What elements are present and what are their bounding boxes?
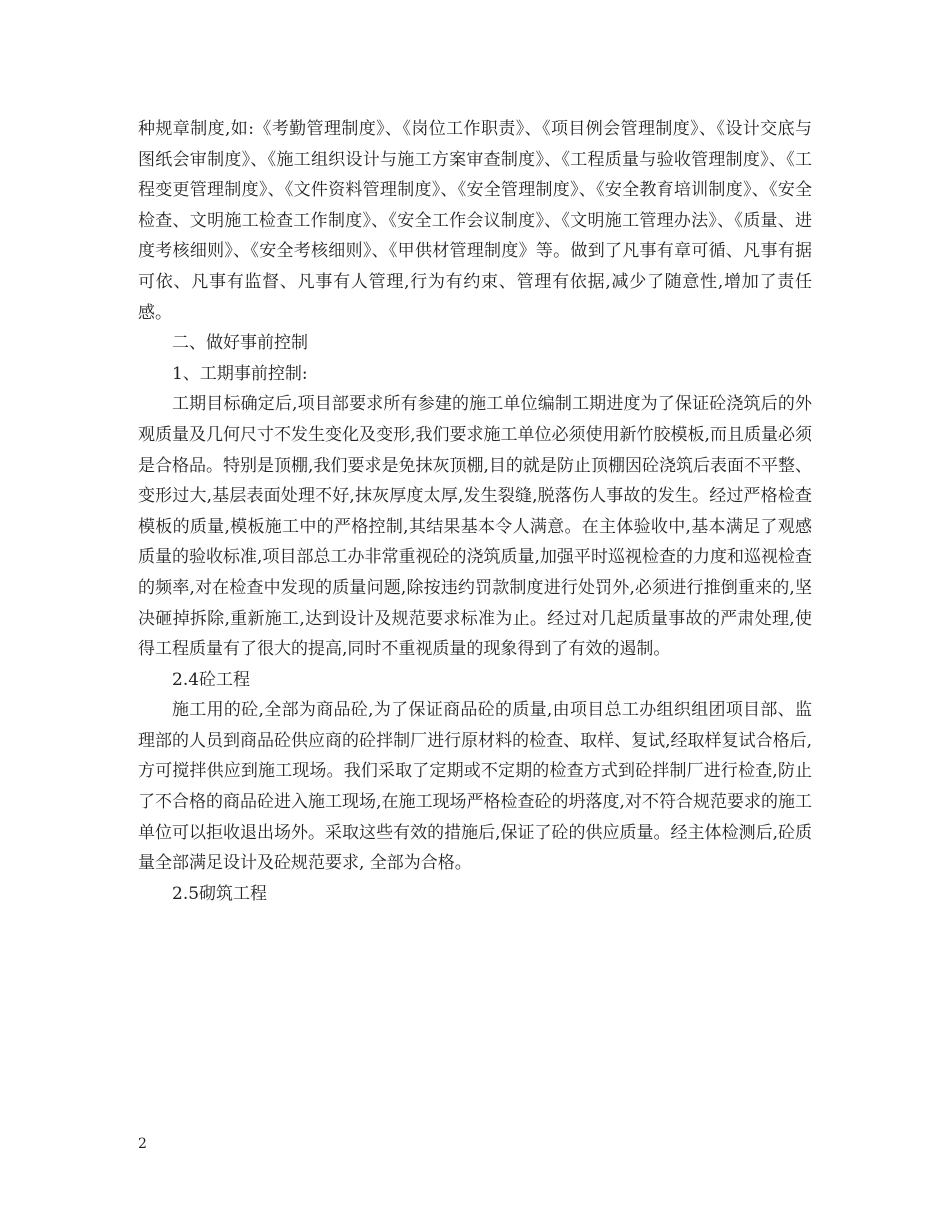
heading-schedule-control: 1、工期事前控制: bbox=[172, 363, 308, 384]
heading-concrete-works: 2.4砼工程 bbox=[172, 669, 251, 690]
page-number: 2 bbox=[138, 1136, 147, 1152]
document-body bbox=[138, 114, 812, 909]
paragraph-schedule-control: 工期目标确定后,项目部要求所有参建的施工单位编制工期进度为了保证砼浇筑后的外观质量及几何尺寸不发生变化及变形,我们要求施工单位必须使用新竹胶模板,而且质量必须是合格品。特别是顶棚,我们要求是免抹灰顶棚,目的就是防止顶棚因砼浇筑后表面不平整、变形过大,基层表面处理不好,抹灰厚度太厚,发生裂缝,脱落伤人事故的发生。经过严格检查模板的质量,模板施工中的严格控制,其结果基本令人满意。在主体验收中,基本满足了观感质量的验收标准,项目部总工办非常重视砼的浇筑质量,加强平时巡视检查的力度和巡视检查的频率,对在检查中发现的质量问题,除按违约罚款制度进行处罚外,必须进行推倒重来的,坚决砸掉拆除,重新施工,达到设计及规范要求标准为止。经过对几起质量事故的严肃处理,使得工程质量有了很大的提高,同时不重视质量的现象得到了有效的遏制。 bbox=[138, 394, 812, 660]
paragraph-concrete-works: 施工用的砼,全部为商品砼,为了保证商品砼的质量,由项目总工办组织组团项目部、监理部的人员到商品砼供应商的砼拌制厂进行原材料的检查、取样、复试,经取样复试合格后,方可搅拌供应到施工现场。我们采取了定期或不定期的检查方式到砼拌制厂进行检查,防止了不合格的商品砼进入施工现场,在施工现场严格检查砼的坍落度,对不符合规范要求的施工单位可以拒收退出场外。采取这些有效的措施后,保证了砼的供应质量。经主体检测后,砼质量全部满足设计及砼规范要求, 全部为合格。 bbox=[138, 700, 812, 874]
heading-pre-control: 二、做好事前控制 bbox=[172, 333, 308, 354]
heading-masonry-works: 2.5砌筑工程 bbox=[172, 883, 268, 904]
paragraph-regulations: 种规章制度,如:《考勤管理制度》、《岗位工作职责》、《项目例会管理制度》、《设计交底与图纸会审制度》、《施工组织设计与施工方案审查制度》、《工程质量与验收管理制度》、《工程变更管理制度》、《文件资料管理制度》、《安全管理制度》、《安全教育培训制度》、《安全检查、文明施工检查工作制度》、《安全工作会议制度》、《文明施工管理办法》、《质量、进度考核细则》、《安全考核细则》、《甲供材管理制度》等。做到了凡事有章可循、凡事有据可依、凡事有监督、凡事有人管理,行为有约束、管理有依据,减少了随意性,增加了责任感。 bbox=[138, 119, 812, 323]
